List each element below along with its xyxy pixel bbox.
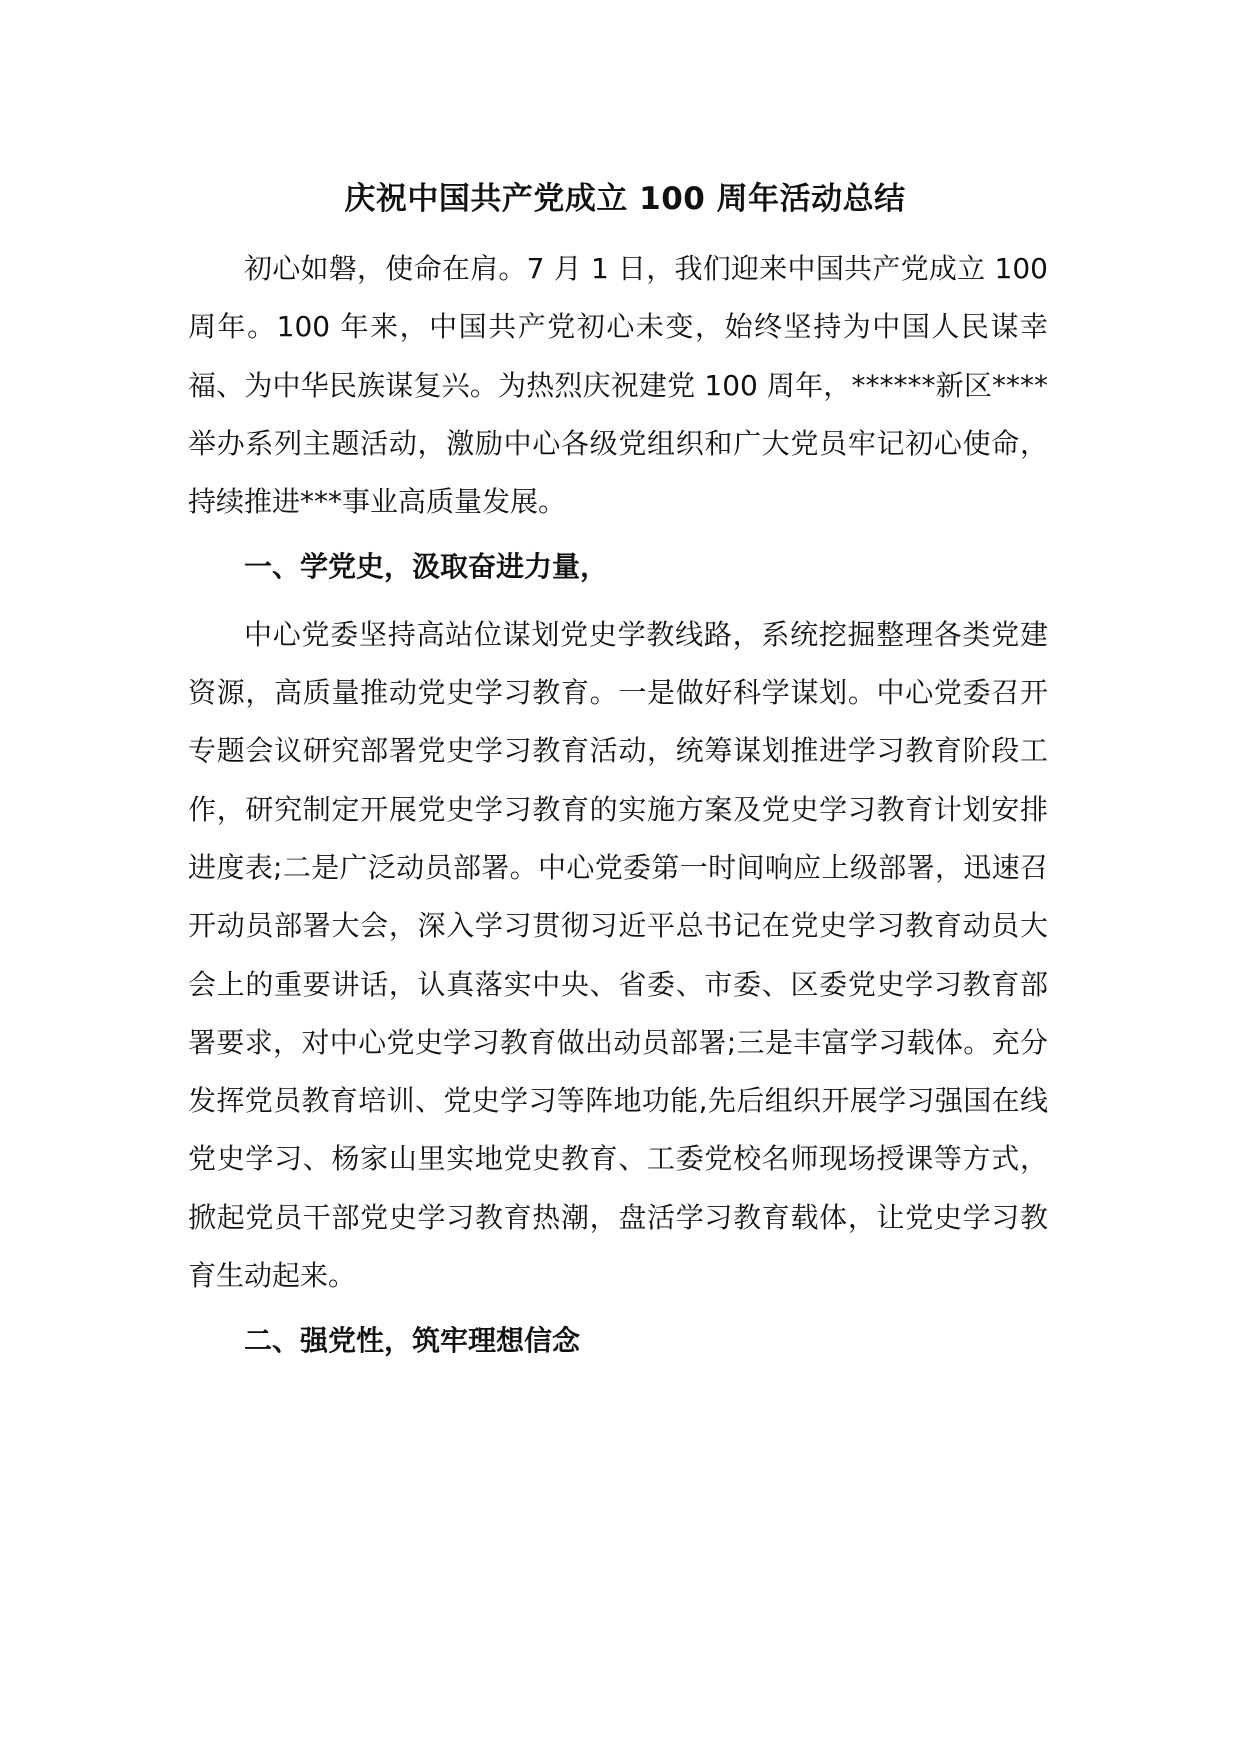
section-heading-1: 一、学党史，汲取奋进力量，: [244, 550, 609, 584]
section-1-paragraph: 中心党委坚持高站位谋划党史学教线路，系统挖掘整理各类党建资源，高质量推动党史学习教育。一是做好科学谋划。中心党委召开专题会议研究部署党史学习教育活动，统筹谋划推进学习教育阶段工作，研究制定开展党史学习教育的实施方案及党史学习教育计划安排进度表;二是广泛动员部署。中心党委第一时间响应上级部署，迅速召开动员部署大会，深入学习贯彻习近平总书记在党史学习教育动员大会上的重要讲话，认真落实中央、省委、市委、区委党史学习教育部署要求，对中心党史学习教育做出动员部署;三是丰富学习载体。充分发挥党员教育培训、党史学习等阵地功能,先后组织开展学习强国在线党史学习、杨家山里实地党史教育、工委党校名师现场授课等方式，掀起党员干部党史学习教育热潮，盘活学习教育载体，让党史学习教育生动起来。: [188, 617, 1048, 1293]
intro-paragraph: 初心如磐，使命在肩。7 月 1 日，我们迎来中国共产党成立 100 周年。100 年来，中国共产党初心未变，始终坚持为中国人民谋幸福、为中华民族谋复兴。为热烈庆祝建党 100 周年，******新区****举办系列主题活动，激励中心各级党组织和广大党员牢记初心使命，持续推进***事业高质量发展。: [188, 252, 1048, 519]
document-body: [188, 178, 1048, 1371]
section-heading-2: 二、强党性，筑牢理想信念: [244, 1324, 581, 1358]
document-title: 庆祝中国共产党成立 100 周年活动总结: [344, 181, 906, 217]
